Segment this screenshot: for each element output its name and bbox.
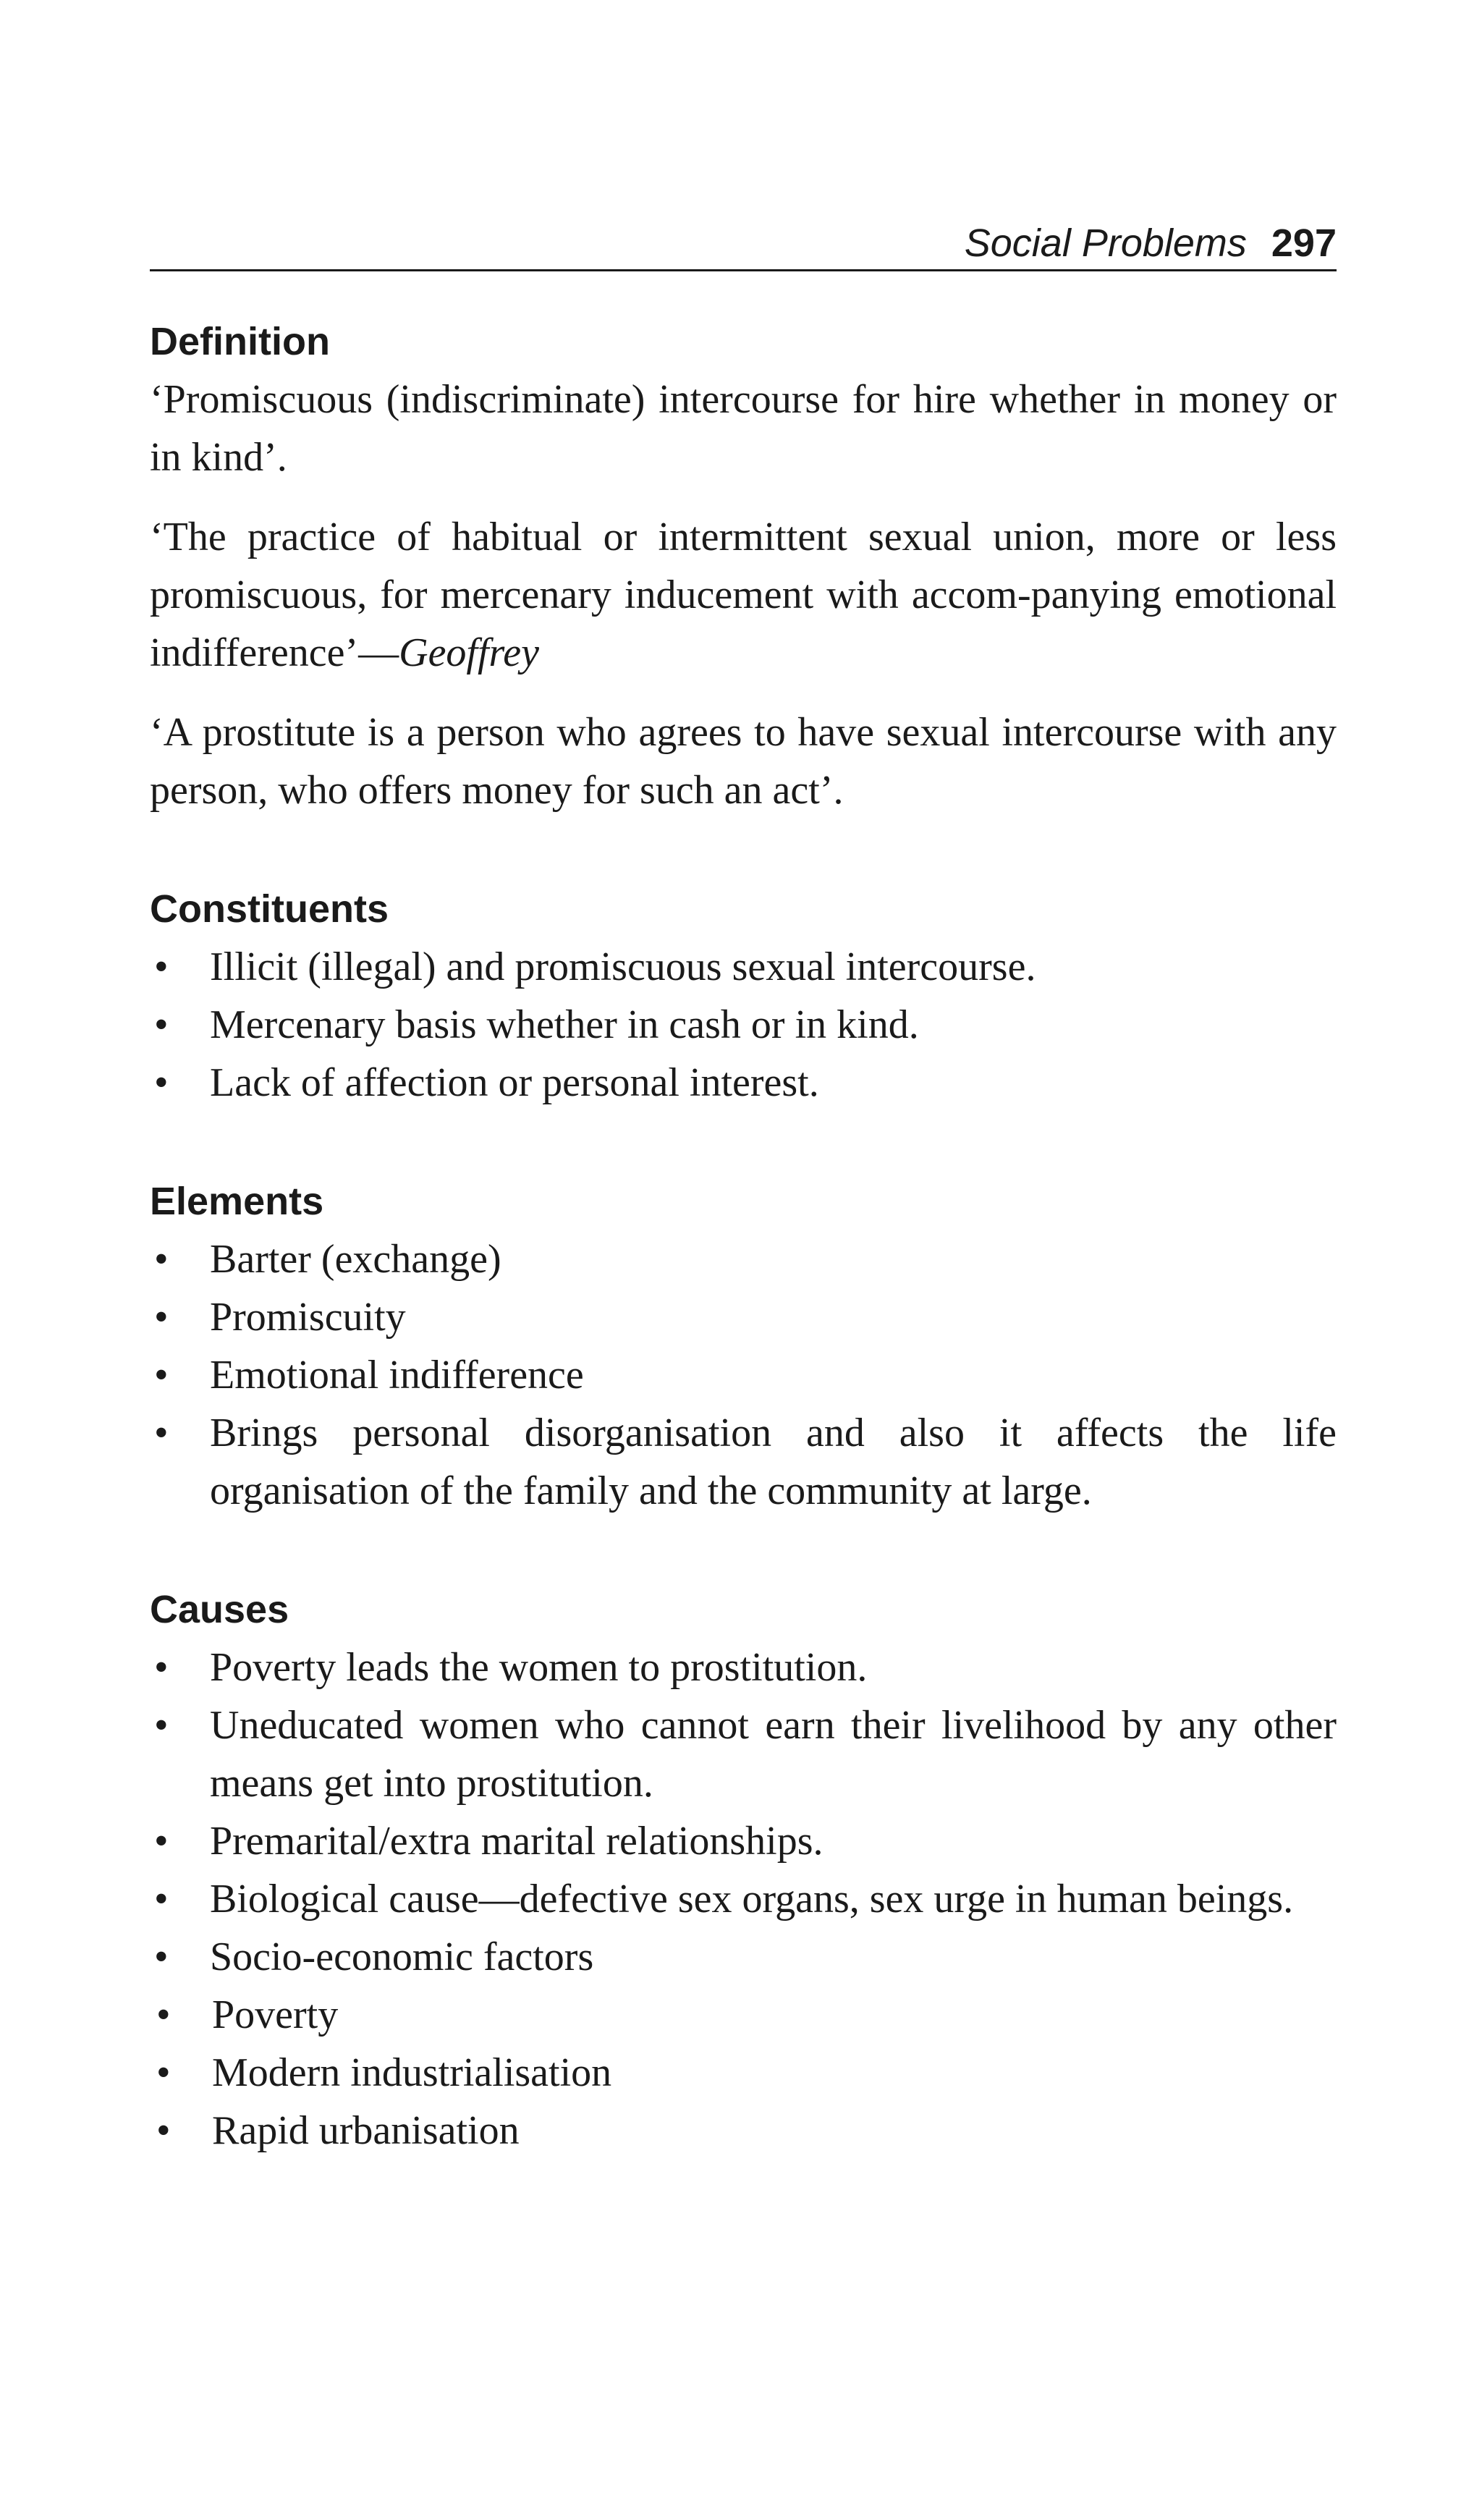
list-item: • Poverty leads the women to prostitution. <box>150 1639 1337 1696</box>
page-number: 297 <box>1271 221 1337 265</box>
section-heading-elements: Elements <box>150 1180 324 1223</box>
definition-quote-text: ‘The practice of habitual or intermittent sexual union, more or less promiscuous, for mercenary inducement with accom-panying emotional indifference’— <box>150 515 1337 675</box>
list-item: • Emotional indifference <box>150 1346 1337 1404</box>
definition-section <box>150 313 1337 819</box>
definition-paragraph-1: ‘Promiscuous (indiscriminate) intercourse for hire whether in money or in kind’. <box>150 377 1337 480</box>
header-rule <box>150 269 1337 271</box>
quote-attribution: Geoffrey <box>399 630 539 675</box>
list-item: • Socio-economic factors <box>150 1928 1337 1986</box>
list-item: • Lack of affection or personal interest. <box>150 1054 1337 1112</box>
list-item: • Illicit (illegal) and promiscuous sexual intercourse. <box>150 938 1337 996</box>
sub-list-item: • Poverty <box>150 1986 1337 2044</box>
running-head <box>150 214 1337 272</box>
constituents-section <box>150 880 1337 1112</box>
definition-paragraph-2 <box>150 508 1337 682</box>
section-heading-constituents: Constituents <box>150 887 389 931</box>
page-body <box>150 313 1337 2160</box>
elements-list <box>150 1230 1337 1520</box>
causes-list <box>150 1639 1337 1986</box>
constituents-list <box>150 938 1337 1112</box>
sub-list-item: • Modern industrialisation <box>150 2044 1337 2102</box>
running-title: Social Problems <box>964 221 1247 265</box>
list-item: • Uneducated women who cannot earn their livelihood by any other means get into prostitution. <box>150 1696 1337 1812</box>
sub-list-item: • Rapid urbanisation <box>150 2102 1337 2160</box>
socio-economic-factors-list <box>150 1986 1337 2160</box>
causes-section <box>150 1581 1337 2160</box>
list-item: • Brings personal disorganisation and also it affects the life organisation of the family and the community at large. <box>150 1404 1337 1520</box>
list-item: • Barter (exchange) <box>150 1230 1337 1288</box>
list-item: • Mercenary basis whether in cash or in kind. <box>150 996 1337 1054</box>
elements-section <box>150 1172 1337 1520</box>
list-item: • Premarital/extra marital relationships. <box>150 1812 1337 1870</box>
definition-paragraph-3: ‘A prostitute is a person who agrees to have sexual intercourse with any person, who offers money for such an act’. <box>150 710 1337 813</box>
section-heading-causes: Causes <box>150 1588 289 1631</box>
list-item: • Promiscuity <box>150 1288 1337 1346</box>
list-item: • Biological cause—defective sex organs, sex urge in human beings. <box>150 1870 1337 1928</box>
section-heading-definition: Definition <box>150 320 330 363</box>
